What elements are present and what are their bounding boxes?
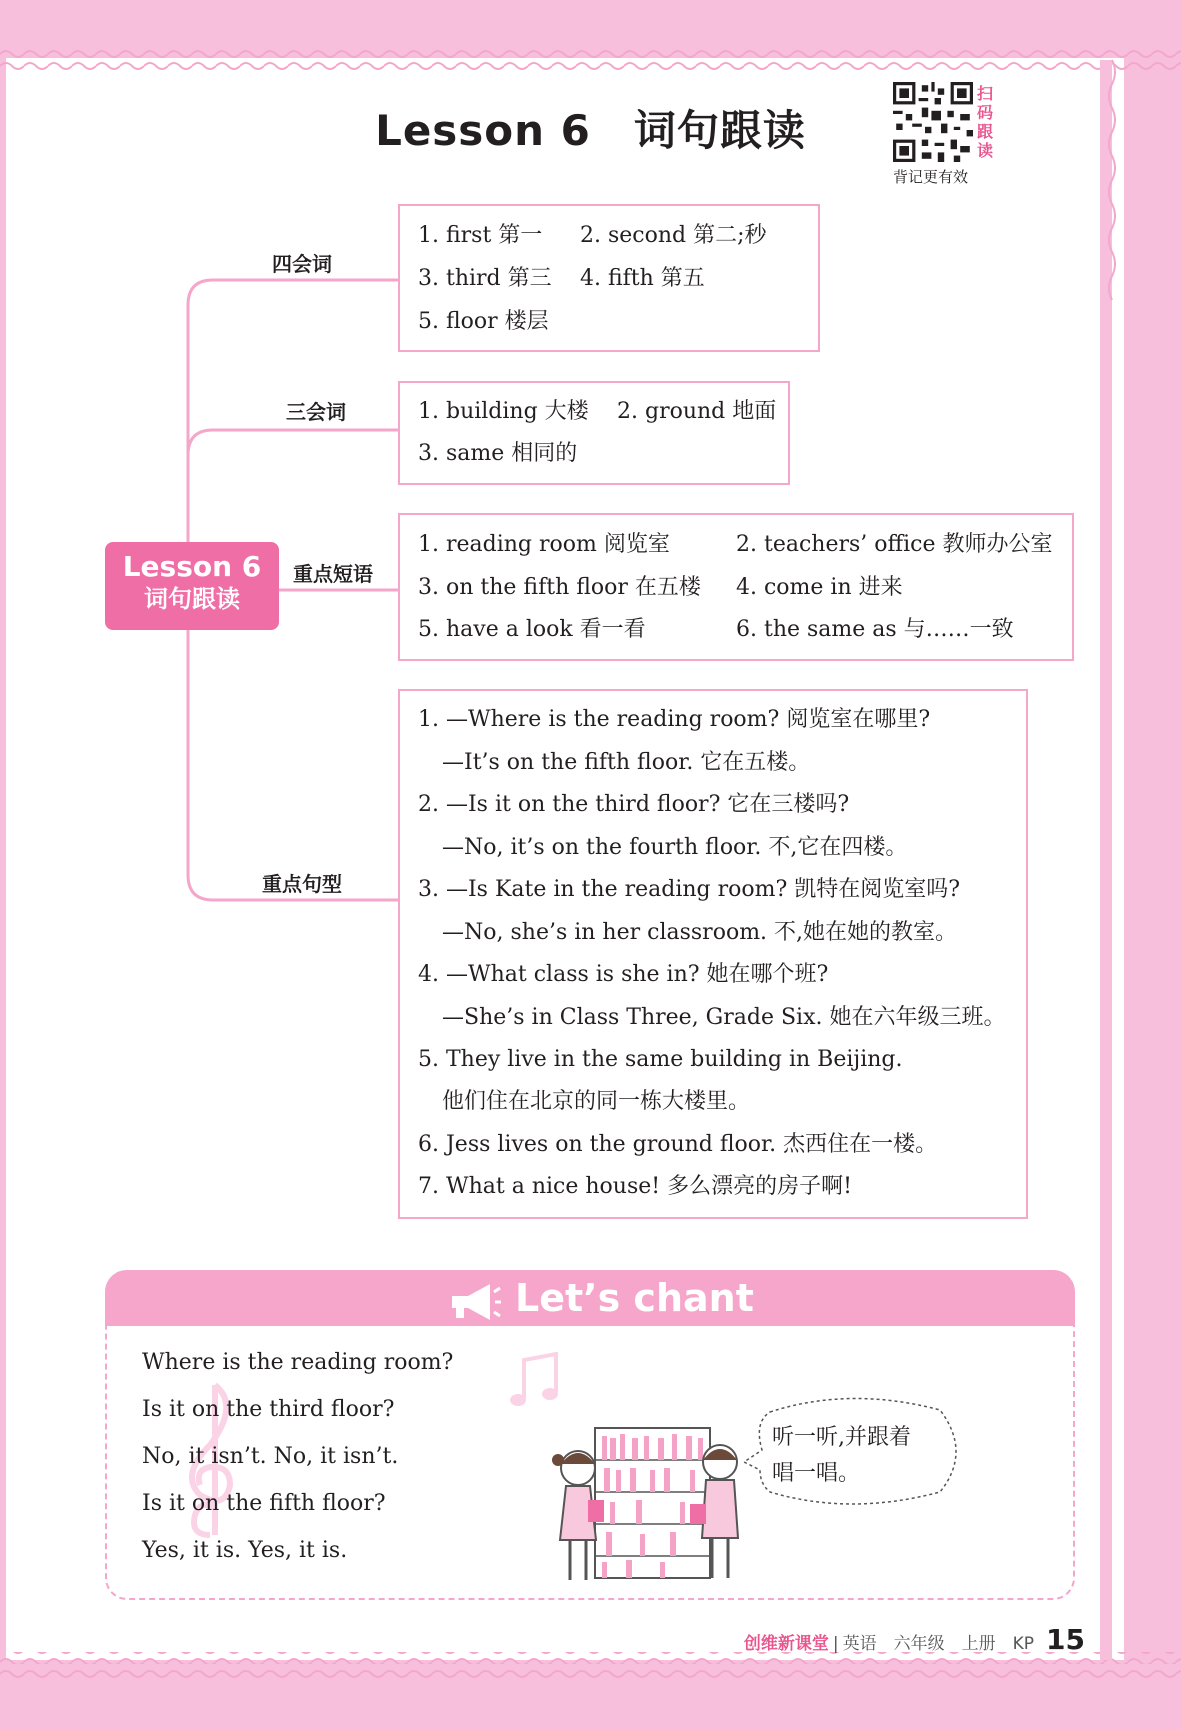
center-node-line1: Lesson 6 (122, 550, 262, 583)
branch-label-three-skill-words: 三会词 (286, 400, 346, 424)
three-skill-words-box (398, 381, 790, 485)
word-item: 2. ground 地面 (617, 399, 777, 424)
sentence-line: 2. —Is it on the third floor? 它在三楼吗? (418, 792, 850, 817)
center-node-line2: 词句跟读 (144, 585, 240, 613)
word-item: 3. third 第三 (418, 266, 552, 291)
chant-line: Is it on the third floor? (142, 1397, 395, 1422)
word-item: 5. floor 楼层 (418, 309, 549, 334)
branch-label-four-skill-words: 四会词 (272, 252, 332, 276)
music-note-icon (508, 1350, 564, 1410)
chant-line: No, it isn’t. No, it isn’t. (142, 1444, 399, 1469)
word-item: 1. first 第一 (418, 223, 543, 248)
phrase-item: 2. teachers’ office 教师办公室 (736, 532, 1053, 557)
footer-brand: 创维新课堂 (743, 1634, 829, 1654)
branch-label-key-sentences: 重点句型 (262, 872, 342, 896)
word-item: 3. same 相同的 (418, 441, 578, 466)
phrase-item: 5. have a look 看一看 (418, 617, 646, 642)
sentence-line: —She’s in Class Three, Grade Six. 她在六年级三班。 (442, 1005, 1006, 1030)
page-footer: 创维新课堂 | 英语 六年级 上册 KP 15 (743, 1623, 1085, 1656)
megaphone-icon (446, 1280, 502, 1324)
mindmap-center-node (105, 542, 279, 630)
sentence-line: 7. What a nice house! 多么漂亮的房子啊! (418, 1174, 852, 1199)
sentence-line: 3. —Is Kate in the reading room? 凯特在阅览室吗? (418, 877, 961, 902)
chant-line: Where is the reading room? (142, 1350, 454, 1375)
sentence-line: 4. —What class is she in? 她在哪个班? (418, 962, 829, 987)
footer-info: 英语 六年级 上册 KP (842, 1634, 1035, 1654)
sentence-line: —It’s on the fifth floor. 它在五楼。 (442, 750, 811, 775)
phrase-item: 4. come in 进来 (736, 575, 903, 600)
phrase-item: 1. reading room 阅览室 (418, 532, 670, 557)
children-bookshelf-illustration (540, 1420, 740, 1586)
phrase-item: 6. the same as 与……一致 (736, 617, 1014, 642)
sentence-line: —No, she’s in her classroom. 不,她在她的教室。 (442, 920, 958, 945)
chant-line: Yes, it is. Yes, it is. (142, 1538, 348, 1563)
qr-side-label: 扫 码 跟 读 (976, 84, 993, 160)
page-number: 15 (1046, 1623, 1085, 1656)
sentence-line: 他们住在北京的同一栋大楼里。 (442, 1089, 751, 1114)
chant-title: Let’s chant (515, 1276, 754, 1320)
phrase-item: 3. on the fifth floor 在五楼 (418, 575, 701, 600)
sentence-line: —No, it’s on the fourth floor. 不,它在四楼。 (442, 835, 908, 860)
word-item: 1. building 大楼 (418, 399, 589, 424)
sentence-line: 5. They live in the same building in Beijing. (418, 1047, 903, 1072)
sentence-line: 1. —Where is the reading room? 阅览室在哪里? (418, 707, 931, 732)
qr-caption: 背记更有效 (893, 168, 969, 186)
word-item: 4. fifth 第五 (580, 266, 705, 291)
sentence-line: 6. Jess lives on the ground floor. 杰西住在一楼。 (418, 1132, 938, 1157)
page-title: Lesson 6 词句跟读 (375, 106, 806, 155)
speech-bubble-text: 听一听,并跟着 唱一唱。 (772, 1425, 911, 1486)
branch-label-key-phrases: 重点短语 (293, 562, 373, 586)
chant-line: Is it on the fifth floor? (142, 1491, 386, 1516)
word-item: 2. second 第二;秒 (580, 223, 767, 248)
